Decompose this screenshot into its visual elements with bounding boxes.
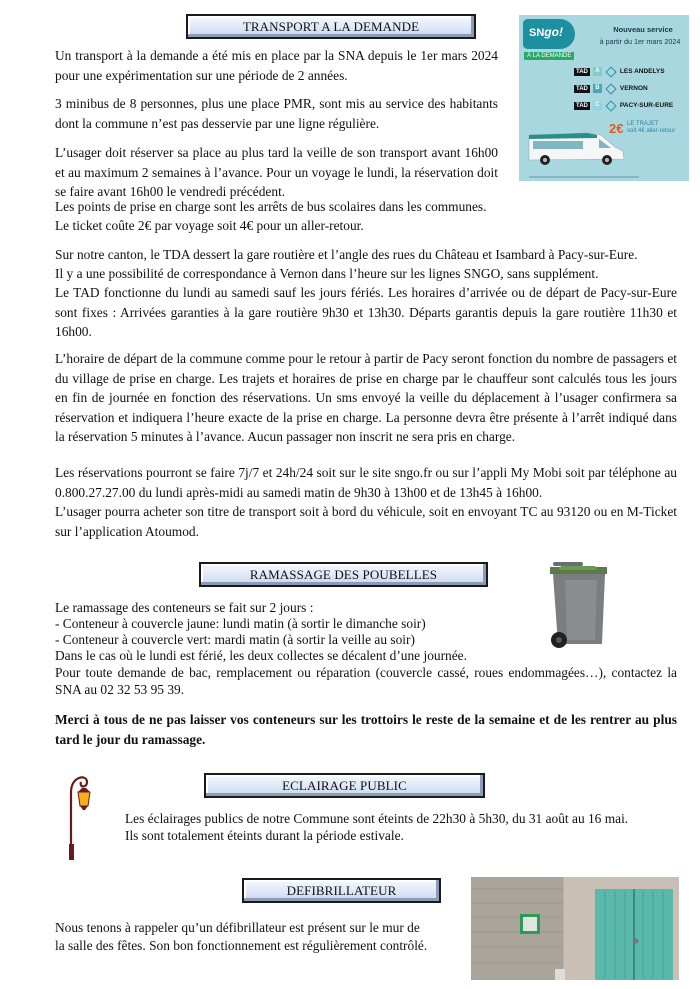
paragraph: 3 minibus de 8 personnes, plus une place PMR, sont mis au service des habitants dont la commune n’est pas desservie par une ligne régulière. bbox=[55, 96, 498, 131]
poster-headline: Nouveau service bbox=[613, 25, 673, 34]
list-line: Le ramassage des conteneurs se fait sur 2 jours : bbox=[55, 600, 314, 615]
tad-line-c bbox=[574, 101, 673, 110]
poster-fine-print bbox=[529, 176, 639, 178]
sngo-tad-poster bbox=[519, 15, 689, 181]
logo-go-text: go! bbox=[544, 25, 563, 39]
defibrillator-wall-photo bbox=[471, 877, 679, 980]
minibus-illustration bbox=[527, 127, 627, 167]
poster-subline: à partir du 1er mars 2024 bbox=[599, 37, 681, 46]
line-letter: A bbox=[593, 67, 602, 76]
price-line-2: soit 4€ aller-retour bbox=[627, 128, 676, 134]
section-header-poubelles bbox=[199, 562, 488, 587]
tad-line-b bbox=[574, 84, 648, 93]
section-header-transport bbox=[186, 14, 476, 39]
tad-badge: TAD bbox=[576, 85, 588, 92]
price: 2€ bbox=[609, 121, 624, 136]
wheelie-bin-image bbox=[545, 560, 611, 652]
poster-tag: À LA DEMANDE bbox=[524, 52, 574, 60]
destination: VERNON bbox=[619, 85, 648, 92]
sngo-logo bbox=[523, 19, 575, 49]
section-header-eclairage bbox=[204, 773, 485, 798]
paragraph: Nous tenons à rappeler qu’un défibrillateur est présent sur le mur de la salle des fêtes. Son bon fonctionnement est régulièrement contrôlé. bbox=[55, 920, 428, 953]
paragraph: Les réservations pourront se faire 7j/7 et 24h/24 soit sur le site sngo.fr ou sur l’appli My Mobi soit par téléphone au 0.800.27.27.00 du lundi après-midi au samedi matin de 9h30 à 13h00 et de 13h45 à 16h00. bbox=[55, 465, 677, 500]
section-header-defibrillateur bbox=[242, 878, 441, 903]
destination: PACY-SUR-EURE bbox=[619, 102, 674, 109]
paragraph: Sur notre canton, le TDA dessert la gare routière et l’angle des rues du Château et Isambard à Pacy-sur-Eure. bbox=[55, 247, 638, 262]
list-line: - Conteneur à couvercle vert: mardi matin (à sortir la veille au soir) bbox=[55, 632, 415, 647]
list-line: Dans le cas où le lundi est férié, les deux collectes se décalent d’une journée. bbox=[55, 648, 467, 663]
section-title: RAMASSAGE DES POUBELLES bbox=[249, 567, 438, 582]
tad-line-a bbox=[574, 67, 665, 76]
logo-sn-text: SN bbox=[529, 27, 545, 39]
street-lamp-image bbox=[65, 770, 95, 862]
notice-paragraph: Merci à tous de ne pas laisser vos conteneurs sur les trottoirs le reste de la semaine et de les rentrer au plus tard le jour du ramassage. bbox=[55, 712, 677, 747]
section-title: DEFIBRILLATEUR bbox=[286, 883, 397, 898]
section-title: ECLAIRAGE PUBLIC bbox=[282, 778, 407, 793]
section-title: TRANSPORT A LA DEMANDE bbox=[242, 19, 420, 34]
paragraph: Il y a une possibilité de correspondance à Vernon dans l’heure sur les lignes SNGO, sans supplément. bbox=[55, 266, 599, 281]
paragraph: L’usager doit réserver sa place au plus tard la veille de son transport avant 16h00 et au maximum 2 semaines à l’avance. Pour un voyage le lundi, la réservation doit se faire avant 16h00 le vendredi précédent. bbox=[55, 145, 498, 200]
tad-badge: TAD bbox=[576, 68, 588, 75]
price-text bbox=[627, 121, 675, 135]
destination: LES ANDELYS bbox=[619, 68, 665, 75]
diamond-icon bbox=[605, 83, 616, 94]
list-line: - Conteneur à couvercle jaune: lundi matin (à sortir le dimanche soir) bbox=[55, 616, 426, 631]
diamond-icon bbox=[605, 66, 616, 77]
paragraph: Le TAD fonctionne du lundi au samedi sauf les jours fériés. Les horaires d’arrivée ou de départ de Pacy-sur-Eure sont fixes : Arrivées garanties à la gare routière 9h30 et 13h30. Départs garantis depuis la gare routière 11h30 et 16h00. bbox=[55, 285, 677, 340]
diamond-icon bbox=[605, 100, 616, 111]
paragraph: Un transport à la demande a été mis en place par la SNA depuis le 1er mars 2024 pour une expérimentation sur une période de 2 années. bbox=[55, 48, 498, 83]
contact-paragraph: Pour toute demande de bac, remplacement ou réparation (couvercle cassé, roues endommagées…), contactez la SNA au 02 32 53 95 39. bbox=[55, 665, 677, 697]
text-line: Les éclairages publics de notre Commune sont éteints de 22h30 à 5h30, du 31 août au 16 mai. bbox=[125, 811, 629, 826]
paragraph: L’horaire de départ de la commune comme pour le retour à partir de Pacy seront fonction du nombre de passagers et du village de prise en charge. Les trajets et horaires de prise en charge par le chauffeur sont calculés tous les jours en fin de journée en fonction des réservations. Un sms envoyé la veille du déplacement à l’usager confirmera sa réservation et indiquera l’heure exacte de la prise en charge. La personne devra être présente à l’arrêt indiqué dans la réservation 5 minutes à l’avance. Aucun passager non inscrit ne sera pris en charge. bbox=[55, 351, 677, 445]
tad-badge: TAD bbox=[576, 102, 588, 109]
paragraph: Le ticket coûte 2€ par voyage soit 4€ pour un aller-retour. bbox=[55, 218, 364, 233]
line-letter: C bbox=[593, 101, 602, 110]
price-line-1: LE TRAJET bbox=[627, 121, 659, 127]
paragraph: Les points de prise en charge sont les arrêts de bus scolaires dans les communes. bbox=[55, 199, 487, 214]
text-line: Ils sont totalement éteints durant la période estivale. bbox=[125, 828, 404, 843]
paragraph: L’usager pourra acheter son titre de transport soit à bord du véhicule, soit en envoyant TC au 93120 ou en M-Ticket sur l’application Atoumod. bbox=[55, 504, 677, 539]
line-letter: B bbox=[593, 84, 602, 93]
